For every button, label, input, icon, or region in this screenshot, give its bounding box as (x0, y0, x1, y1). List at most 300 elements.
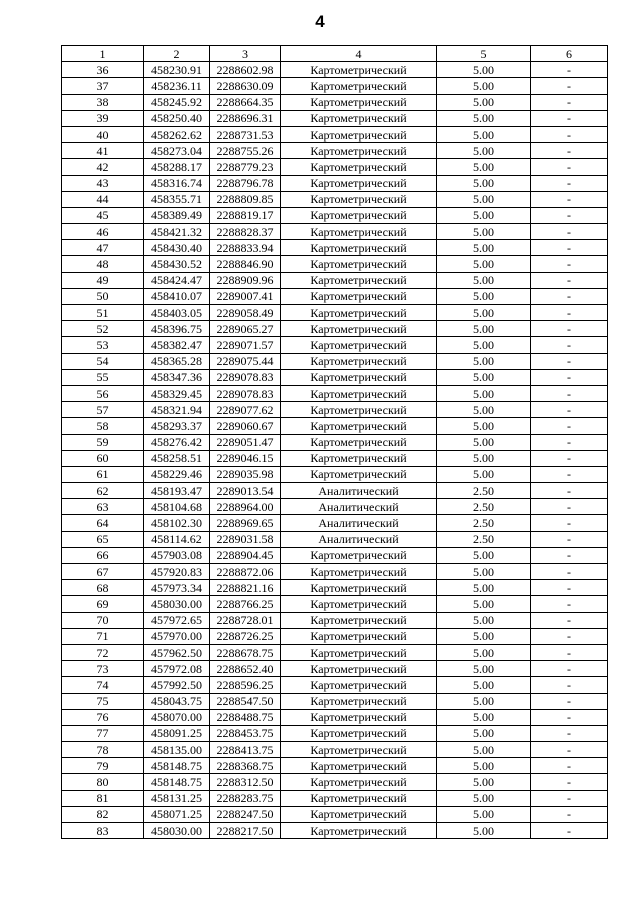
x-coordinate-cell: 458355.71 (144, 191, 210, 207)
method-cell: Картометрический (281, 175, 437, 191)
table-row (62, 661, 608, 677)
x-coordinate-cell: 458321.94 (144, 402, 210, 418)
table-row (62, 207, 608, 223)
accuracy-cell: 5.00 (437, 78, 531, 94)
method-cell: Аналитический (281, 499, 437, 515)
point-number-cell: 56 (62, 385, 144, 401)
accuracy-cell: 5.00 (437, 288, 531, 304)
x-coordinate-cell: 458114.62 (144, 531, 210, 547)
note-cell: - (531, 434, 608, 450)
table-row (62, 272, 608, 288)
table-body (62, 62, 608, 839)
x-coordinate-cell: 458293.37 (144, 418, 210, 434)
accuracy-cell: 5.00 (437, 143, 531, 159)
note-cell: - (531, 385, 608, 401)
method-cell: Картометрический (281, 580, 437, 596)
x-coordinate-cell: 458091.25 (144, 725, 210, 741)
table-row (62, 823, 608, 839)
table-row (62, 644, 608, 660)
note-cell: - (531, 774, 608, 790)
accuracy-cell: 5.00 (437, 126, 531, 142)
point-number-cell: 60 (62, 450, 144, 466)
column-header-2: 2 (144, 46, 210, 62)
x-coordinate-cell: 458410.07 (144, 288, 210, 304)
x-coordinate-cell: 458430.52 (144, 256, 210, 272)
method-cell: Картометрический (281, 596, 437, 612)
y-coordinate-cell: 2288819.17 (210, 207, 281, 223)
accuracy-cell: 5.00 (437, 742, 531, 758)
y-coordinate-cell: 2288846.90 (210, 256, 281, 272)
method-cell: Аналитический (281, 515, 437, 531)
point-number-cell: 40 (62, 126, 144, 142)
y-coordinate-cell: 2288728.01 (210, 612, 281, 628)
note-cell: - (531, 515, 608, 531)
table-row (62, 596, 608, 612)
column-header-6: 6 (531, 46, 608, 62)
y-coordinate-cell: 2288696.31 (210, 110, 281, 126)
accuracy-cell: 5.00 (437, 612, 531, 628)
method-cell: Картометрический (281, 78, 437, 94)
method-cell: Картометрический (281, 402, 437, 418)
accuracy-cell: 5.00 (437, 159, 531, 175)
y-coordinate-cell: 2288247.50 (210, 806, 281, 822)
x-coordinate-cell: 458250.40 (144, 110, 210, 126)
method-cell: Картометрический (281, 256, 437, 272)
table-row (62, 337, 608, 353)
x-coordinate-cell: 458421.32 (144, 224, 210, 240)
table-row (62, 466, 608, 482)
x-coordinate-cell: 458396.75 (144, 321, 210, 337)
x-coordinate-cell: 458365.28 (144, 353, 210, 369)
y-coordinate-cell: 2288602.98 (210, 62, 281, 78)
method-cell: Картометрический (281, 353, 437, 369)
note-cell: - (531, 272, 608, 288)
method-cell: Картометрический (281, 466, 437, 482)
point-number-cell: 67 (62, 564, 144, 580)
column-header-5: 5 (437, 46, 531, 62)
method-cell: Картометрический (281, 564, 437, 580)
method-cell: Аналитический (281, 483, 437, 499)
y-coordinate-cell: 2288766.25 (210, 596, 281, 612)
table-row (62, 515, 608, 531)
point-number-cell: 62 (62, 483, 144, 499)
note-cell: - (531, 224, 608, 240)
point-number-cell: 80 (62, 774, 144, 790)
x-coordinate-cell: 458273.04 (144, 143, 210, 159)
y-coordinate-cell: 2289007.41 (210, 288, 281, 304)
note-cell: - (531, 110, 608, 126)
point-number-cell: 71 (62, 628, 144, 644)
table-row (62, 709, 608, 725)
accuracy-cell: 2.50 (437, 483, 531, 499)
accuracy-cell: 5.00 (437, 823, 531, 839)
method-cell: Картометрический (281, 288, 437, 304)
point-number-cell: 47 (62, 240, 144, 256)
x-coordinate-cell: 458131.25 (144, 790, 210, 806)
note-cell: - (531, 353, 608, 369)
method-cell: Картометрический (281, 823, 437, 839)
accuracy-cell: 5.00 (437, 94, 531, 110)
note-cell: - (531, 402, 608, 418)
method-cell: Картометрический (281, 321, 437, 337)
table-row (62, 94, 608, 110)
note-cell: - (531, 62, 608, 78)
point-number-cell: 83 (62, 823, 144, 839)
method-cell: Картометрический (281, 385, 437, 401)
note-cell: - (531, 531, 608, 547)
table-row (62, 159, 608, 175)
table-row (62, 742, 608, 758)
method-cell: Картометрический (281, 126, 437, 142)
method-cell: Картометрический (281, 110, 437, 126)
point-number-cell: 39 (62, 110, 144, 126)
note-cell: - (531, 564, 608, 580)
table-row (62, 693, 608, 709)
x-coordinate-cell: 458104.68 (144, 499, 210, 515)
method-cell: Картометрический (281, 418, 437, 434)
y-coordinate-cell: 2288964.00 (210, 499, 281, 515)
note-cell: - (531, 709, 608, 725)
x-coordinate-cell: 457903.08 (144, 547, 210, 563)
point-number-cell: 52 (62, 321, 144, 337)
table-row (62, 612, 608, 628)
note-cell: - (531, 823, 608, 839)
table-row (62, 580, 608, 596)
y-coordinate-cell: 2288779.23 (210, 159, 281, 175)
accuracy-cell: 5.00 (437, 790, 531, 806)
table-row (62, 628, 608, 644)
accuracy-cell: 2.50 (437, 499, 531, 515)
point-number-cell: 70 (62, 612, 144, 628)
y-coordinate-cell: 2288755.26 (210, 143, 281, 159)
note-cell: - (531, 175, 608, 191)
table-row (62, 126, 608, 142)
table-row (62, 402, 608, 418)
point-number-cell: 79 (62, 758, 144, 774)
point-number-cell: 72 (62, 644, 144, 660)
point-number-cell: 46 (62, 224, 144, 240)
x-coordinate-cell: 458430.40 (144, 240, 210, 256)
x-coordinate-cell: 458236.11 (144, 78, 210, 94)
point-number-cell: 42 (62, 159, 144, 175)
y-coordinate-cell: 2288217.50 (210, 823, 281, 839)
point-number-cell: 63 (62, 499, 144, 515)
note-cell: - (531, 321, 608, 337)
coordinates-table (61, 45, 608, 839)
accuracy-cell: 5.00 (437, 774, 531, 790)
table-row (62, 531, 608, 547)
y-coordinate-cell: 2288821.16 (210, 580, 281, 596)
x-coordinate-cell: 458229.46 (144, 466, 210, 482)
method-cell: Картометрический (281, 628, 437, 644)
table-row (62, 240, 608, 256)
point-number-cell: 76 (62, 709, 144, 725)
point-number-cell: 82 (62, 806, 144, 822)
y-coordinate-cell: 2289058.49 (210, 305, 281, 321)
x-coordinate-cell: 458258.51 (144, 450, 210, 466)
accuracy-cell: 5.00 (437, 434, 531, 450)
column-header-3: 3 (210, 46, 281, 62)
point-number-cell: 44 (62, 191, 144, 207)
accuracy-cell: 5.00 (437, 256, 531, 272)
method-cell: Картометрический (281, 434, 437, 450)
method-cell: Картометрический (281, 806, 437, 822)
note-cell: - (531, 466, 608, 482)
accuracy-cell: 5.00 (437, 580, 531, 596)
note-cell: - (531, 677, 608, 693)
table-row (62, 774, 608, 790)
note-cell: - (531, 369, 608, 385)
y-coordinate-cell: 2289035.98 (210, 466, 281, 482)
note-cell: - (531, 207, 608, 223)
table-row (62, 806, 608, 822)
point-number-cell: 43 (62, 175, 144, 191)
accuracy-cell: 2.50 (437, 515, 531, 531)
table-row (62, 110, 608, 126)
point-number-cell: 59 (62, 434, 144, 450)
table-row (62, 288, 608, 304)
x-coordinate-cell: 458230.91 (144, 62, 210, 78)
y-coordinate-cell: 2288872.06 (210, 564, 281, 580)
table-header (62, 46, 608, 62)
x-coordinate-cell: 458148.75 (144, 774, 210, 790)
method-cell: Картометрический (281, 272, 437, 288)
method-cell: Картометрический (281, 742, 437, 758)
x-coordinate-cell: 458382.47 (144, 337, 210, 353)
y-coordinate-cell: 2289031.58 (210, 531, 281, 547)
x-coordinate-cell: 458148.75 (144, 758, 210, 774)
y-coordinate-cell: 2289046.15 (210, 450, 281, 466)
note-cell: - (531, 693, 608, 709)
point-number-cell: 78 (62, 742, 144, 758)
x-coordinate-cell: 458347.36 (144, 369, 210, 385)
accuracy-cell: 5.00 (437, 353, 531, 369)
y-coordinate-cell: 2289078.83 (210, 385, 281, 401)
method-cell: Картометрический (281, 240, 437, 256)
point-number-cell: 53 (62, 337, 144, 353)
table-row (62, 564, 608, 580)
method-cell: Картометрический (281, 305, 437, 321)
point-number-cell: 74 (62, 677, 144, 693)
y-coordinate-cell: 2289051.47 (210, 434, 281, 450)
point-number-cell: 50 (62, 288, 144, 304)
table-row (62, 224, 608, 240)
note-cell: - (531, 305, 608, 321)
point-number-cell: 73 (62, 661, 144, 677)
x-coordinate-cell: 458276.42 (144, 434, 210, 450)
y-coordinate-cell: 2288904.45 (210, 547, 281, 563)
y-coordinate-cell: 2288596.25 (210, 677, 281, 693)
table-row (62, 450, 608, 466)
y-coordinate-cell: 2289077.62 (210, 402, 281, 418)
method-cell: Картометрический (281, 62, 437, 78)
method-cell: Картометрический (281, 644, 437, 660)
point-number-cell: 66 (62, 547, 144, 563)
point-number-cell: 38 (62, 94, 144, 110)
method-cell: Картометрический (281, 790, 437, 806)
y-coordinate-cell: 2288726.25 (210, 628, 281, 644)
x-coordinate-cell: 457920.83 (144, 564, 210, 580)
y-coordinate-cell: 2289078.83 (210, 369, 281, 385)
point-number-cell: 61 (62, 466, 144, 482)
accuracy-cell: 5.00 (437, 175, 531, 191)
accuracy-cell: 5.00 (437, 806, 531, 822)
method-cell: Картометрический (281, 693, 437, 709)
table-row (62, 418, 608, 434)
point-number-cell: 41 (62, 143, 144, 159)
table-row (62, 677, 608, 693)
table-row (62, 62, 608, 78)
point-number-cell: 51 (62, 305, 144, 321)
note-cell: - (531, 790, 608, 806)
y-coordinate-cell: 2288731.53 (210, 126, 281, 142)
method-cell: Картометрический (281, 774, 437, 790)
y-coordinate-cell: 2288312.50 (210, 774, 281, 790)
note-cell: - (531, 94, 608, 110)
accuracy-cell: 5.00 (437, 418, 531, 434)
x-coordinate-cell: 458403.05 (144, 305, 210, 321)
y-coordinate-cell: 2289065.27 (210, 321, 281, 337)
note-cell: - (531, 758, 608, 774)
point-number-cell: 69 (62, 596, 144, 612)
accuracy-cell: 5.00 (437, 596, 531, 612)
x-coordinate-cell: 458030.00 (144, 823, 210, 839)
header-row (62, 46, 608, 62)
table-row (62, 305, 608, 321)
accuracy-cell: 5.00 (437, 628, 531, 644)
table-row (62, 547, 608, 563)
y-coordinate-cell: 2289060.67 (210, 418, 281, 434)
note-cell: - (531, 337, 608, 353)
y-coordinate-cell: 2289071.57 (210, 337, 281, 353)
note-cell: - (531, 143, 608, 159)
x-coordinate-cell: 457972.65 (144, 612, 210, 628)
note-cell: - (531, 288, 608, 304)
note-cell: - (531, 126, 608, 142)
y-coordinate-cell: 2288413.75 (210, 742, 281, 758)
point-number-cell: 75 (62, 693, 144, 709)
column-header-4: 4 (281, 46, 437, 62)
y-coordinate-cell: 2288488.75 (210, 709, 281, 725)
point-number-cell: 81 (62, 790, 144, 806)
method-cell: Картометрический (281, 547, 437, 563)
table-row (62, 790, 608, 806)
method-cell: Картометрический (281, 450, 437, 466)
y-coordinate-cell: 2288828.37 (210, 224, 281, 240)
y-coordinate-cell: 2288630.09 (210, 78, 281, 94)
method-cell: Картометрический (281, 369, 437, 385)
note-cell: - (531, 256, 608, 272)
note-cell: - (531, 628, 608, 644)
accuracy-cell: 5.00 (437, 661, 531, 677)
y-coordinate-cell: 2289013.54 (210, 483, 281, 499)
y-coordinate-cell: 2288368.75 (210, 758, 281, 774)
x-coordinate-cell: 457992.50 (144, 677, 210, 693)
x-coordinate-cell: 458102.30 (144, 515, 210, 531)
x-coordinate-cell: 458245.92 (144, 94, 210, 110)
table-row (62, 499, 608, 515)
method-cell: Картометрический (281, 661, 437, 677)
table-row (62, 175, 608, 191)
accuracy-cell: 2.50 (437, 531, 531, 547)
table-row (62, 191, 608, 207)
accuracy-cell: 5.00 (437, 547, 531, 563)
point-number-cell: 36 (62, 62, 144, 78)
point-number-cell: 45 (62, 207, 144, 223)
table-row (62, 353, 608, 369)
accuracy-cell: 5.00 (437, 62, 531, 78)
method-cell: Аналитический (281, 531, 437, 547)
accuracy-cell: 5.00 (437, 693, 531, 709)
method-cell: Картометрический (281, 159, 437, 175)
table-row (62, 256, 608, 272)
accuracy-cell: 5.00 (437, 272, 531, 288)
x-coordinate-cell: 457970.00 (144, 628, 210, 644)
note-cell: - (531, 806, 608, 822)
x-coordinate-cell: 458043.75 (144, 693, 210, 709)
note-cell: - (531, 742, 608, 758)
y-coordinate-cell: 2288547.50 (210, 693, 281, 709)
accuracy-cell: 5.00 (437, 385, 531, 401)
accuracy-cell: 5.00 (437, 564, 531, 580)
method-cell: Картометрический (281, 725, 437, 741)
x-coordinate-cell: 458030.00 (144, 596, 210, 612)
y-coordinate-cell: 2288833.94 (210, 240, 281, 256)
note-cell: - (531, 580, 608, 596)
accuracy-cell: 5.00 (437, 110, 531, 126)
x-coordinate-cell: 458424.47 (144, 272, 210, 288)
point-number-cell: 77 (62, 725, 144, 741)
note-cell: - (531, 596, 608, 612)
note-cell: - (531, 644, 608, 660)
y-coordinate-cell: 2288453.75 (210, 725, 281, 741)
table-row (62, 143, 608, 159)
note-cell: - (531, 78, 608, 94)
point-number-cell: 68 (62, 580, 144, 596)
note-cell: - (531, 612, 608, 628)
accuracy-cell: 5.00 (437, 677, 531, 693)
note-cell: - (531, 661, 608, 677)
method-cell: Картометрический (281, 758, 437, 774)
y-coordinate-cell: 2288909.96 (210, 272, 281, 288)
note-cell: - (531, 483, 608, 499)
accuracy-cell: 5.00 (437, 337, 531, 353)
table-row (62, 758, 608, 774)
accuracy-cell: 5.00 (437, 321, 531, 337)
table-row (62, 434, 608, 450)
note-cell: - (531, 240, 608, 256)
x-coordinate-cell: 458193.47 (144, 483, 210, 499)
table-row (62, 725, 608, 741)
x-coordinate-cell: 458262.62 (144, 126, 210, 142)
point-number-cell: 37 (62, 78, 144, 94)
accuracy-cell: 5.00 (437, 224, 531, 240)
note-cell: - (531, 418, 608, 434)
accuracy-cell: 5.00 (437, 758, 531, 774)
method-cell: Картометрический (281, 143, 437, 159)
y-coordinate-cell: 2288664.35 (210, 94, 281, 110)
method-cell: Картометрический (281, 612, 437, 628)
table-row (62, 321, 608, 337)
point-number-cell: 49 (62, 272, 144, 288)
point-number-cell: 58 (62, 418, 144, 434)
x-coordinate-cell: 458288.17 (144, 159, 210, 175)
accuracy-cell: 5.00 (437, 369, 531, 385)
note-cell: - (531, 547, 608, 563)
accuracy-cell: 5.00 (437, 191, 531, 207)
x-coordinate-cell: 458316.74 (144, 175, 210, 191)
x-coordinate-cell: 458071.25 (144, 806, 210, 822)
